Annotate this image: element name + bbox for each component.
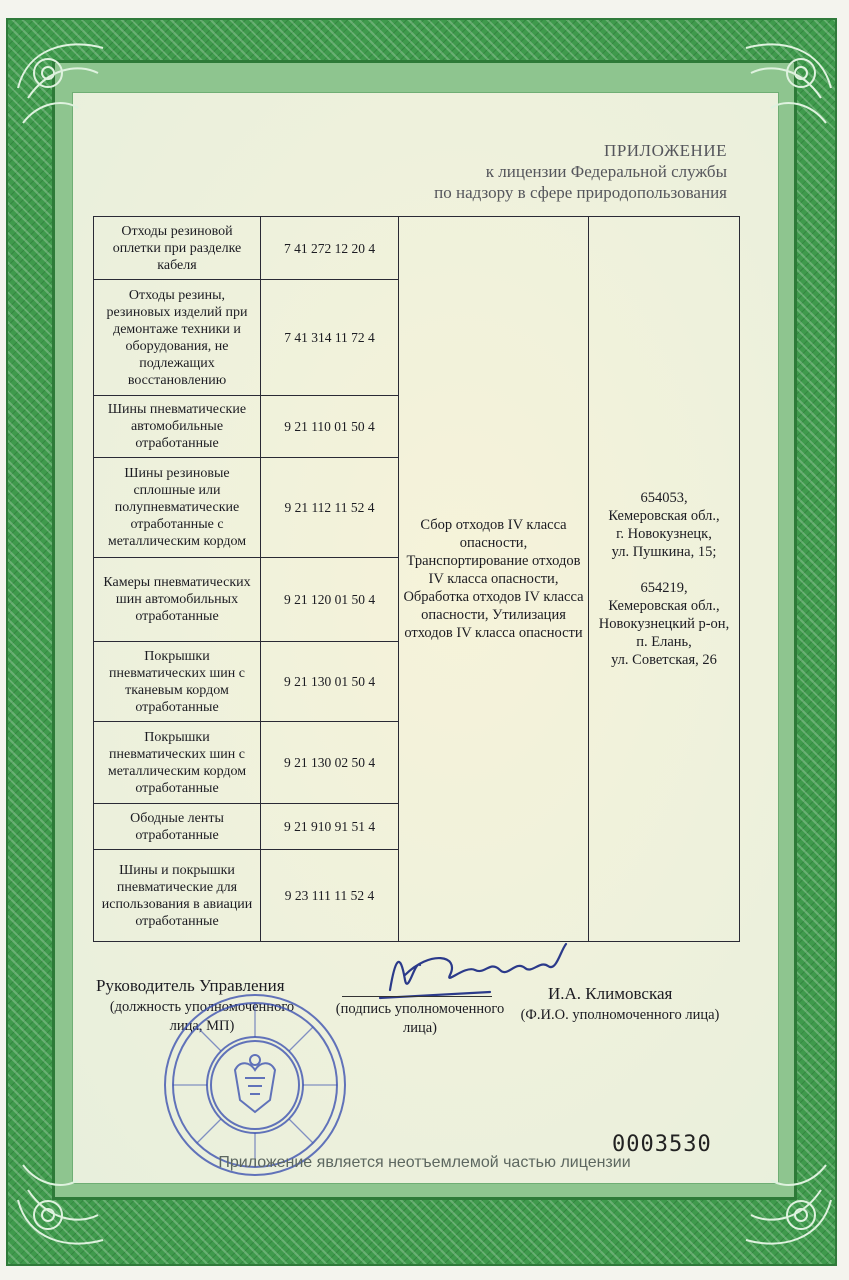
address-2-line: ул. Советская, 26 (611, 652, 717, 668)
appendix-title: ПРИЛОЖЕНИЕ (604, 141, 727, 160)
waste-code: 9 21 120 01 50 4 (261, 558, 399, 642)
signature-caption: (подпись уполномоченного лица) (335, 1001, 505, 1036)
appendix-subtitle-line2: по надзору в сфере природопользования (434, 183, 727, 202)
waste-name: Отходы резиновой оплетки при разделке кабеля (94, 217, 261, 280)
address-1-line: г. Новокузнецк, (616, 526, 712, 542)
waste-code: 7 41 272 12 20 4 (261, 217, 399, 280)
waste-name: Покрышки пневматических шин с металлическим кордом отработанные (94, 722, 261, 804)
official-stamp-icon (160, 990, 350, 1180)
position-caption: (должность уполномоченного лица, МП) (109, 999, 295, 1034)
signer-caption: (Ф.И.О. уполномоченного лица) (520, 1007, 720, 1023)
footer-note: Приложение является неотъемлемой частью лицензии (218, 1154, 631, 1171)
waste-code: 9 21 130 01 50 4 (261, 642, 399, 722)
corner-ornament-icon (731, 28, 841, 138)
activity-cell: Сбор отходов IV класса опасности, Транспортирование отходов IV класса опасности, Обработка отходов IV класса опасности, Утилизация отходов IV класса опасности (399, 217, 589, 942)
serial-number: 0003530 (612, 1132, 712, 1157)
waste-code: 9 21 910 91 51 4 (261, 804, 399, 850)
address-1-line: ул. Пушкина, 15; (611, 544, 717, 560)
waste-name: Шины и покрышки пневматические для использования в авиации отработанные (94, 850, 261, 942)
address-1-line: 654053, (640, 490, 688, 506)
table-row (94, 217, 740, 280)
signature-line (342, 996, 492, 997)
appendix-subtitle-line1: к лицензии Федеральной службы (485, 162, 727, 181)
waste-name: Покрышки пневматических шин с тканевым кордом отработанные (94, 642, 261, 722)
waste-code: 9 21 130 02 50 4 (261, 722, 399, 804)
signer-position: Руководитель Управления (96, 976, 285, 995)
waste-name: Шины резиновые сплошные или полупневматические отработанные с металлическим кордом (94, 458, 261, 558)
address-1-line: Кемеровская обл., (608, 508, 720, 524)
corner-ornament-icon (8, 28, 118, 138)
waste-name: Шины пневматические автомобильные отработанные (94, 396, 261, 458)
address-2-line: Кемеровская обл., (608, 598, 720, 614)
waste-code: 9 21 112 11 52 4 (261, 458, 399, 558)
signature-block (0, 970, 849, 1170)
waste-code: 9 21 110 01 50 4 (261, 396, 399, 458)
waste-name: Камеры пневматических шин автомобильных отработанные (94, 558, 261, 642)
address-cell (589, 217, 740, 942)
address-2-line: Новокузнецкий р-он, (598, 616, 730, 632)
address-2-line: п. Елань, (636, 634, 692, 650)
address-2-line: 654219, (640, 580, 688, 596)
waste-name: Ободные ленты отработанные (94, 804, 261, 850)
appendix-header (434, 140, 727, 203)
signer-name: И.А. Климовская (548, 984, 673, 1003)
waste-code: 7 41 314 11 72 4 (261, 280, 399, 396)
waste-name: Отходы резины, резиновых изделий при демонтаже техники и оборудования, не подлежащих восстановлению (94, 280, 261, 396)
waste-table (93, 216, 740, 942)
waste-code: 9 23 111 11 52 4 (261, 850, 399, 942)
